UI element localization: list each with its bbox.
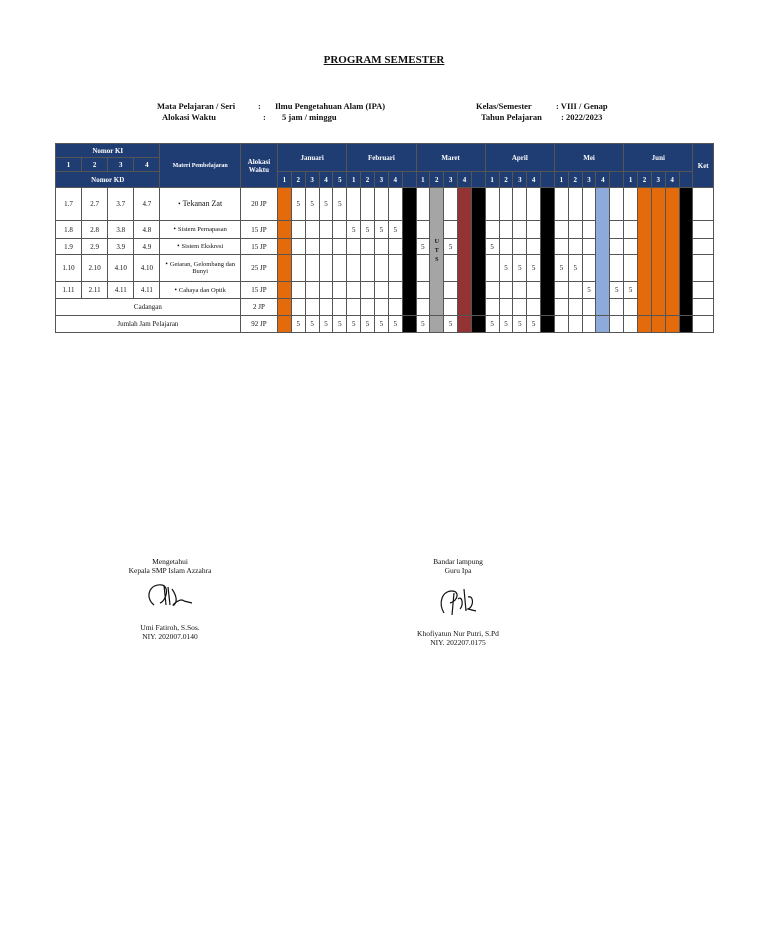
week-mar-3: 3 xyxy=(444,172,458,188)
alokasi-cell: 15 JP xyxy=(240,282,277,299)
week-cell xyxy=(554,188,568,221)
week-cell: 5 xyxy=(305,188,319,221)
ket-cell xyxy=(693,188,714,221)
kd-cell: 4.10 xyxy=(108,255,134,282)
week-feb-3: 3 xyxy=(374,172,388,188)
week-mar-5 xyxy=(471,172,485,188)
week-cell xyxy=(568,188,582,221)
signature-left xyxy=(95,557,245,641)
week-cell xyxy=(333,239,347,255)
week-cell xyxy=(513,188,527,221)
week-cell: 5 xyxy=(416,316,430,333)
week-cell xyxy=(582,299,596,316)
week-cell xyxy=(568,239,582,255)
week-cell xyxy=(333,299,347,316)
week-cell xyxy=(278,221,292,239)
alokasi-value: 5 jam / minggu xyxy=(282,112,337,122)
week-cell: 5 xyxy=(624,282,638,299)
sig-right-niy: NIY. 202207.0175 xyxy=(430,638,486,647)
week-cell xyxy=(624,188,638,221)
week-cell: 5 xyxy=(416,239,430,255)
week-cell xyxy=(305,255,319,282)
week-cell xyxy=(651,316,665,333)
week-cell xyxy=(291,221,305,239)
kd-cell: 1.9 xyxy=(56,239,82,255)
kd-cell: 2.8 xyxy=(82,221,108,239)
program-semester-table xyxy=(55,143,714,333)
week-cell: 5 xyxy=(582,282,596,299)
week-cell: 5 xyxy=(485,239,499,255)
month-maret: Maret xyxy=(416,144,485,172)
alokasi-cell: 15 JP xyxy=(240,221,277,239)
week-feb-2: 2 xyxy=(361,172,375,188)
week-cell xyxy=(582,316,596,333)
week-jun-2: 2 xyxy=(638,172,652,188)
week-cell xyxy=(485,221,499,239)
week-cell xyxy=(527,221,541,239)
alokasi-sep: : xyxy=(263,112,266,122)
week-cell xyxy=(333,255,347,282)
week-cell: 5 xyxy=(444,239,458,255)
week-jan-4: 4 xyxy=(319,172,333,188)
cadangan-jp: 2 JP xyxy=(240,299,277,316)
week-cell xyxy=(541,316,555,333)
week-cell xyxy=(582,255,596,282)
week-cell: 5 xyxy=(291,316,305,333)
kd-cell: 4.11 xyxy=(134,282,160,299)
week-cell xyxy=(444,282,458,299)
holiday-week-jun xyxy=(679,188,693,316)
week-cell xyxy=(554,221,568,239)
week-cell: 5 xyxy=(610,282,624,299)
week-cell: 5 xyxy=(499,255,513,282)
week-cell xyxy=(319,255,333,282)
week-cell xyxy=(278,255,292,282)
sig-left-name: Umi Fatiroh, S.Sos. xyxy=(140,623,200,632)
week-cell xyxy=(665,316,679,333)
week-cell: 5 xyxy=(568,255,582,282)
week-apr-1: 1 xyxy=(485,172,499,188)
week-cell: 5 xyxy=(291,188,305,221)
week-cell xyxy=(416,188,430,221)
sig-left-line1: Mengetahui xyxy=(152,557,188,566)
kd-cell: 1.10 xyxy=(56,255,82,282)
week-cell: 5 xyxy=(527,316,541,333)
mapel-sep: : xyxy=(258,101,261,111)
week-cell xyxy=(347,188,361,221)
week-cell xyxy=(416,221,430,239)
week-cell: 5 xyxy=(554,255,568,282)
ket-cell xyxy=(693,255,714,282)
week-cell xyxy=(333,282,347,299)
mapel-value: Ilmu Pengetahuan Alam (IPA) xyxy=(275,101,386,111)
week-mei-4: 4 xyxy=(596,172,610,188)
week-cell xyxy=(444,188,458,221)
week-cell xyxy=(527,239,541,255)
nomor-ki-header: Nomor KI xyxy=(56,144,160,158)
week-mei-5 xyxy=(610,172,624,188)
week-cell xyxy=(485,255,499,282)
ket-cell xyxy=(693,299,714,316)
week-cell xyxy=(347,255,361,282)
week-cell: 5 xyxy=(319,188,333,221)
week-cell xyxy=(554,316,568,333)
week-cell xyxy=(471,316,485,333)
week-apr-2: 2 xyxy=(499,172,513,188)
kd-cell: 4.8 xyxy=(134,221,160,239)
week-mar-2: 2 xyxy=(430,172,444,188)
week-cell xyxy=(610,255,624,282)
cadangan-label: Cadangan xyxy=(56,299,241,316)
week-cell xyxy=(499,239,513,255)
week-cell: 5 xyxy=(374,316,388,333)
month-april: April xyxy=(485,144,554,172)
week-jun-3: 3 xyxy=(651,172,665,188)
sig-left-line2: Kepala SMP Islam Azzahra xyxy=(128,566,212,575)
ket-cell xyxy=(693,239,714,255)
week-cell xyxy=(361,299,375,316)
week-cell xyxy=(513,239,527,255)
month-mei: Mei xyxy=(554,144,623,172)
week-jan-1: 1 xyxy=(278,172,292,188)
week-cell xyxy=(361,255,375,282)
alokasi-header: Alokasi Waktu xyxy=(240,144,277,188)
week-cell xyxy=(305,282,319,299)
materi-cell: • Tekanan Zat xyxy=(160,188,240,221)
week-mei-2: 2 xyxy=(568,172,582,188)
kd-cell: 4.11 xyxy=(108,282,134,299)
week-cell xyxy=(278,316,292,333)
week-cell xyxy=(402,316,416,333)
week-cell xyxy=(527,299,541,316)
week-cell xyxy=(416,282,430,299)
week-cell xyxy=(499,188,513,221)
kd-cell: 2.7 xyxy=(82,188,108,221)
week-cell xyxy=(361,239,375,255)
week-cell: 5 xyxy=(513,255,527,282)
sig-right-name: Khofiyatun Nur Putri, S.Pd xyxy=(417,629,499,638)
alokasi-cell: 20 JP xyxy=(240,188,277,221)
ki-3: 3 xyxy=(108,158,134,172)
week-cell xyxy=(513,282,527,299)
week-jan-2: 2 xyxy=(291,172,305,188)
week-cell xyxy=(610,188,624,221)
ki-2: 2 xyxy=(82,158,108,172)
week-cell xyxy=(527,188,541,221)
week-jun-4: 4 xyxy=(665,172,679,188)
kd-cell: 4.9 xyxy=(134,239,160,255)
week-mar-4: 4 xyxy=(458,172,472,188)
week-apr-4: 4 xyxy=(527,172,541,188)
week-cell xyxy=(278,299,292,316)
week-cell xyxy=(485,188,499,221)
alokasi-label: Alokasi Waktu xyxy=(162,112,216,122)
week-cell: 5 xyxy=(361,316,375,333)
week-cell xyxy=(568,282,582,299)
week-cell xyxy=(568,221,582,239)
week-cell xyxy=(582,239,596,255)
week-cell xyxy=(374,239,388,255)
week-cell: 5 xyxy=(485,316,499,333)
week-cell: 5 xyxy=(388,316,402,333)
signature-right-mark xyxy=(428,581,488,621)
week-mei-1: 1 xyxy=(554,172,568,188)
week-cell xyxy=(624,239,638,255)
week-cell xyxy=(554,282,568,299)
week-cell xyxy=(347,282,361,299)
break-week-mar xyxy=(458,188,472,316)
week-cell xyxy=(278,282,292,299)
uts-week: U T S xyxy=(430,188,444,316)
nomor-kd-header: Nomor KD xyxy=(56,172,160,188)
holiday-week-feb xyxy=(402,188,416,316)
week-cell xyxy=(388,255,402,282)
month-februari: Februari xyxy=(347,144,416,172)
week-cell: 5 xyxy=(305,316,319,333)
week-cell xyxy=(444,221,458,239)
week-cell xyxy=(319,239,333,255)
materi-cell: • Sistem Ekskresi xyxy=(160,239,240,255)
juni-week-2 xyxy=(638,188,652,316)
week-feb-1: 1 xyxy=(347,172,361,188)
ki-4: 4 xyxy=(134,158,160,172)
juni-week-4 xyxy=(665,188,679,316)
ket-cell xyxy=(693,282,714,299)
week-cell xyxy=(347,299,361,316)
libur-week-mei xyxy=(596,188,610,316)
week-cell: 5 xyxy=(361,221,375,239)
tahun-label: Tahun Pelajaran xyxy=(481,112,542,122)
week-cell xyxy=(624,255,638,282)
week-cell xyxy=(278,188,292,221)
week-apr-3: 3 xyxy=(513,172,527,188)
week-cell xyxy=(374,299,388,316)
sig-right-line1: Bandar lampung xyxy=(433,557,483,566)
kd-cell: 1.7 xyxy=(56,188,82,221)
week-cell xyxy=(568,299,582,316)
materi-cell: • Getaran, Gelombang dan Bunyi xyxy=(160,255,240,282)
kd-cell: 3.7 xyxy=(108,188,134,221)
tahun-value: : 2022/2023 xyxy=(561,112,603,122)
week-cell xyxy=(388,239,402,255)
week-cell xyxy=(624,299,638,316)
week-cell: 5 xyxy=(347,316,361,333)
month-juni: Juni xyxy=(624,144,693,172)
week-cell xyxy=(444,299,458,316)
week-cell xyxy=(319,299,333,316)
week-feb-5 xyxy=(402,172,416,188)
juni-week-3 xyxy=(651,188,665,316)
kd-cell: 4.10 xyxy=(134,255,160,282)
week-cell xyxy=(374,255,388,282)
week-cell xyxy=(333,221,347,239)
week-cell xyxy=(610,299,624,316)
week-apr-5 xyxy=(541,172,555,188)
week-cell xyxy=(388,188,402,221)
alokasi-cell: 15 JP xyxy=(240,239,277,255)
mapel-label: Mata Pelajaran / Seri xyxy=(157,101,236,111)
week-cell xyxy=(361,188,375,221)
week-cell: 5 xyxy=(333,316,347,333)
week-cell xyxy=(610,239,624,255)
week-cell xyxy=(291,255,305,282)
week-cell xyxy=(388,299,402,316)
week-mar-1: 1 xyxy=(416,172,430,188)
week-cell xyxy=(458,316,472,333)
signature-left-mark xyxy=(140,577,200,613)
week-cell: 5 xyxy=(513,316,527,333)
materi-header: Materi Pembelajaran xyxy=(160,144,240,188)
week-cell: 5 xyxy=(388,221,402,239)
week-cell xyxy=(624,316,638,333)
week-cell xyxy=(582,221,596,239)
week-cell xyxy=(610,221,624,239)
jumlah-jp: 92 JP xyxy=(240,316,277,333)
kd-cell: 1.8 xyxy=(56,221,82,239)
week-feb-4: 4 xyxy=(388,172,402,188)
week-cell: 5 xyxy=(347,221,361,239)
signature-right xyxy=(383,557,533,647)
sig-right-line2: Guru Ipa xyxy=(444,566,472,575)
week-cell: 5 xyxy=(444,316,458,333)
week-cell xyxy=(513,221,527,239)
week-cell xyxy=(513,299,527,316)
week-cell xyxy=(291,299,305,316)
week-cell xyxy=(485,282,499,299)
kelas-label: Kelas/Semester xyxy=(476,101,532,111)
sig-left-niy: NIY. 202007.0140 xyxy=(142,632,198,641)
week-cell xyxy=(416,255,430,282)
kd-cell: 3.9 xyxy=(108,239,134,255)
week-cell xyxy=(291,239,305,255)
week-cell xyxy=(568,316,582,333)
alokasi-cell: 25 JP xyxy=(240,255,277,282)
week-cell xyxy=(624,221,638,239)
week-cell xyxy=(582,188,596,221)
ket-cell xyxy=(693,221,714,239)
page-title: PROGRAM SEMESTER xyxy=(323,54,445,66)
week-cell xyxy=(347,239,361,255)
week-jun-1: 1 xyxy=(624,172,638,188)
week-cell xyxy=(527,282,541,299)
week-cell xyxy=(305,299,319,316)
ket-header: Ket xyxy=(693,144,714,188)
week-cell xyxy=(319,282,333,299)
week-cell xyxy=(610,316,624,333)
week-cell xyxy=(305,221,319,239)
week-cell xyxy=(554,299,568,316)
week-cell xyxy=(278,239,292,255)
week-cell: 5 xyxy=(374,221,388,239)
week-cell xyxy=(499,221,513,239)
week-cell xyxy=(319,221,333,239)
week-cell xyxy=(638,316,652,333)
week-mei-3: 3 xyxy=(582,172,596,188)
kelas-value: : VIII / Genap xyxy=(556,101,608,111)
week-cell xyxy=(485,299,499,316)
week-cell xyxy=(361,282,375,299)
week-cell xyxy=(374,282,388,299)
kd-cell: 4.7 xyxy=(134,188,160,221)
week-cell xyxy=(554,239,568,255)
week-cell: 5 xyxy=(499,316,513,333)
materi-cell: • Cahaya dan Optik xyxy=(160,282,240,299)
week-cell: 5 xyxy=(319,316,333,333)
week-jan-5: 5 xyxy=(333,172,347,188)
holiday-week-mar xyxy=(471,188,485,316)
kd-cell: 1.11 xyxy=(56,282,82,299)
week-cell xyxy=(444,255,458,282)
week-cell xyxy=(596,316,610,333)
week-cell xyxy=(499,299,513,316)
kd-cell: 2.10 xyxy=(82,255,108,282)
materi-cell: • Sistem Pernapasan xyxy=(160,221,240,239)
ket-cell xyxy=(693,316,714,333)
week-cell xyxy=(291,282,305,299)
month-januari: Januari xyxy=(278,144,347,172)
week-cell xyxy=(388,282,402,299)
week-cell: 5 xyxy=(333,188,347,221)
week-cell xyxy=(305,239,319,255)
week-cell: 5 xyxy=(527,255,541,282)
week-cell xyxy=(679,316,693,333)
holiday-week-apr xyxy=(541,188,555,316)
week-cell xyxy=(430,316,444,333)
jumlah-label: Jumlah Jam Pelajaran xyxy=(56,316,241,333)
ki-1: 1 xyxy=(56,158,82,172)
kd-cell: 2.11 xyxy=(82,282,108,299)
week-cell xyxy=(499,282,513,299)
kd-cell: 2.9 xyxy=(82,239,108,255)
kd-cell: 3.8 xyxy=(108,221,134,239)
week-jan-3: 3 xyxy=(305,172,319,188)
week-jun-5 xyxy=(679,172,693,188)
week-cell xyxy=(374,188,388,221)
week-cell xyxy=(416,299,430,316)
